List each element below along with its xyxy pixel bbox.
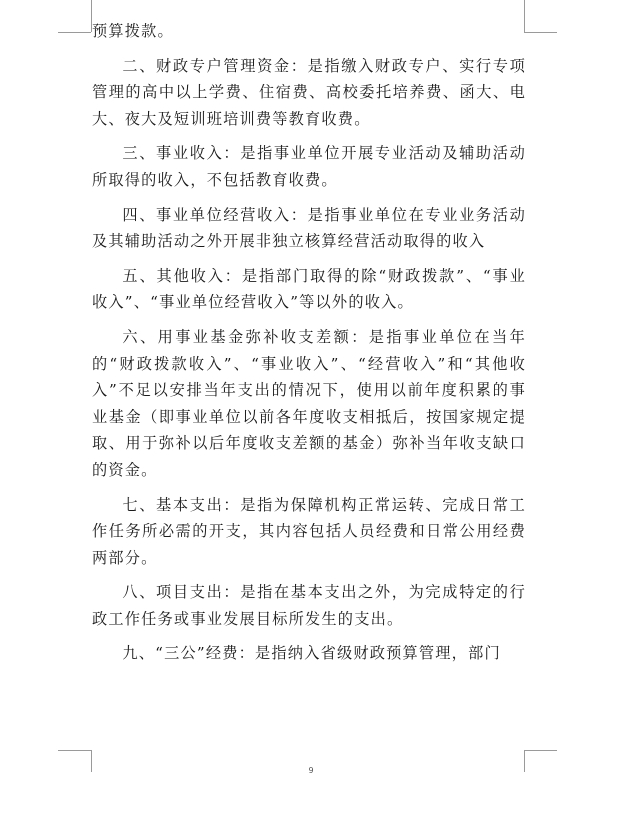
paragraph-basic-expenditure: 七、基本支出：是指为保障机构正常运转、完成日常工作任务所必需的开支，其内容包括人员经费和日常公用经费两部分。 [92, 495, 526, 567]
paragraph-special-account-funds: 二、财政专户管理资金：是指缴入财政专户、实行专项管理的高中以上学费、住宿费、高校委托培养费、函大、电大、夜大及短训班培训费等教育收费。 [92, 56, 526, 128]
paragraph-business-income: 三、事业收入：是指事业单位开展专业活动及辅助活动所取得的收入，不包括教育收费。 [92, 144, 526, 189]
paragraph-operating-income: 四、事业单位经营收入：是指事业单位在专业业务活动及其辅助活动之外开展非独立核算经营活动取得的收入 [92, 205, 526, 251]
paragraph-continuation: 预算拨款。 [92, 22, 174, 40]
paragraph-other-income: 五、其他收入：是指部门取得的除“财政拨款”、“事业收入”、“事业单位经营收入”等以外的收入。 [92, 266, 526, 312]
paragraph-business-fund-offset: 六、用事业基金弥补收支差额：是指事业单位在当年的“财政拨款收入”、“事业收入”、“经营收入”和“其他收入”不足以安排当年支出的情况下，使用以前年度积累的事业基金（即事业单位以前各年度收支相抵后，按国家规定提取、用于弥补以后年度收支差额的基金）弥补当年收支缺口的资金。 [92, 327, 526, 479]
paragraph-three-public-expenses: 九、“三公”经费：是指纳入省级财政预算管理，部门 [122, 644, 501, 663]
page-number: 9 [308, 766, 314, 775]
document-body [92, 18, 526, 675]
paragraph-project-expenditure: 八、项目支出：是指在基本支出之外，为完成特定的行政工作任务或事业发展目标所发生的支出。 [92, 583, 526, 628]
